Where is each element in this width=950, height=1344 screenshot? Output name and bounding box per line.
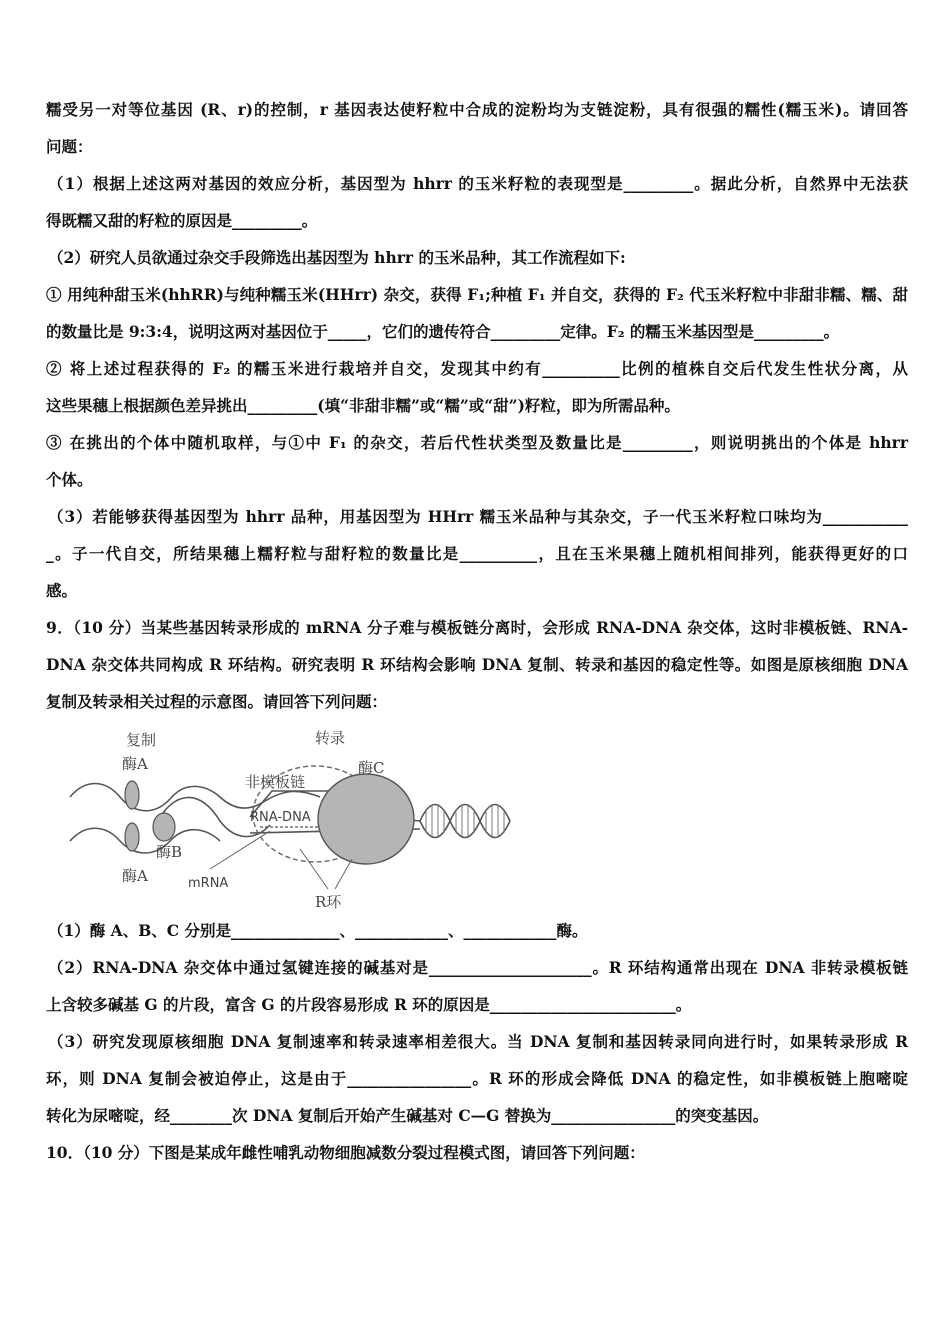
enzyme-c-shape [318,774,414,864]
q9-part1: （1）酶 A、B、C 分别是______________、____________、____________酶。 [48,921,588,940]
label-replication: 复制 [126,731,157,749]
label-r-loop: R环 [315,893,342,911]
r-loop-diagram-svg [60,729,530,919]
q9-stem-line1: 9．（10 分）当某些基因转录形成的 mRNA 分子难与模板链分离时，会形成 RNA-DNA 杂交体，这时非模板链、RNA- [46,618,908,637]
q8-part3-line3: 感。 [46,581,78,600]
intro-line-1: 糯受另一对等位基因 (R、r)的控制，r 基因表达使籽粒中合成的淀粉均为支链淀粉，具有很强的糯性(糯玉米)。请回答 [46,100,908,119]
document-page [46,98,908,1178]
label-nontemplate: 非模板链 [245,773,306,791]
q9-stem-line2: DNA 杂交体共同构成 R 环结构。研究表明 R 环结构会影响 DNA 复制、转录和基因的稳定性等。如图是原核细胞 DNA [46,655,908,674]
dna-helix-right-a [420,805,510,838]
helix-rungs [426,805,504,837]
dna-helix-right-b [420,805,510,838]
q8-part3-line2: _。子一代自交，所结果穗上糯籽粒与甜籽粒的数量比是__________，且在玉米果穗上随机相间排列，能获得更好的口 [46,544,908,563]
q9-stem-line3: 复制及转录相关过程的示意图。请回答下列问题： [46,692,388,711]
label-enzyme-a-bottom: 酶A [122,867,148,885]
enzyme-a-bottom-shape [125,823,139,851]
enzyme-b-shape [153,813,175,841]
q9-part3-line2: 环，则 DNA 复制会被迫停止，这是由于________________。R 环的形成会降低 DNA 的稳定性，如非模板链上胞嘧啶 [46,1069,908,1088]
q9-part2-line2: 上含较多碱基 G 的片段，富含 G 的片段容易形成 R 环的原因是________________________。 [46,995,692,1014]
q9-part2-line1: （2）RNA-DNA 杂交体中通过氢键连接的碱基对是_____________________。R 环结构通常出现在 DNA 非转录模板链 [48,958,908,977]
label-enzyme-c: 酶C [358,759,385,777]
q8-step2-line1: ② 将上述过程获得的 F₂ 的糯玉米进行栽培并自交，发现其中约有__________比例的植株自交后代发生性状分离，从 [46,359,908,378]
q8-part1-line2: 得既糯又甜的籽粒的原因是_________。 [46,211,318,230]
q8-step1-line1: ① 用纯种甜玉米(hhRR)与纯种糯玉米(HHrr) 杂交，获得 F₁;种植 F₁ 并自交，获得的 F₂ 代玉米籽粒中非甜非糯、糯、甜 [46,285,908,304]
q8-step2-line2: 这些果穗上根据颜色差异挑出_________(填“非甜非糯”或“糯”或“甜”)籽粒，即为所需品种。 [46,396,680,415]
label-enzyme-a-top: 酶A [122,755,148,773]
q8-part1-line1: （1）根据上述这两对基因的效应分析，基因型为 hhrr 的玉米籽粒的表现型是_________。据此分析，自然界中无法获 [48,174,908,193]
enzyme-a-top-shape [125,781,139,809]
r-loop-pointer-a [300,849,328,889]
q8-step1-line2: 的数量比是 9:3:4，说明这两对基因位于_____，它们的遗传符合_________定律。F₂ 的糯玉米基因型是_________。 [46,322,840,341]
r-loop-pointer-b [335,859,352,889]
q9-part3-line1: （3）研究发现原核细胞 DNA 复制速率和转录速率相差很大。当 DNA 复制和基因转录同向进行时，如果转录形成 R [48,1032,908,1051]
label-transcription: 转录 [315,729,346,747]
mrna-pointer [210,831,270,869]
q8-part2-line1: （2）研究人员欲通过杂交手段筛选出基因型为 hhrr 的玉米品种，其工作流程如下: [48,248,626,267]
q9-part3-line3: 转化为尿嘧啶，经________次 DNA 复制后开始产生碱基对 C—G 替换为________________的突变基因。 [46,1106,769,1125]
q10-stem: 10．（10 分）下图是某成年雌性哺乳动物细胞减数分裂过程模式图，请回答下列问题： [46,1143,645,1162]
label-rna-dna: RNA-DNA [250,810,311,825]
label-mrna: mRNA [188,876,229,891]
r-loop-diagram [60,729,530,919]
dna-strand-lower [70,828,220,853]
q8-part3-line1: （3）若能够获得基因型为 hhrr 品种，用基因型为 HHrr 糯玉米品种与其杂交，子一代玉米籽粒口味均为___________ [48,507,908,526]
label-enzyme-b: 酶B [156,843,183,861]
intro-line-2: 问题： [46,137,93,156]
q8-step3-line1: ③ 在挑出的个体中随机取样，与①中 F₁ 的杂交，若后代性状类型及数量比是_________，则说明挑出的个体是 hhrr [46,433,908,452]
q8-step3-line2: 个体。 [46,470,93,489]
